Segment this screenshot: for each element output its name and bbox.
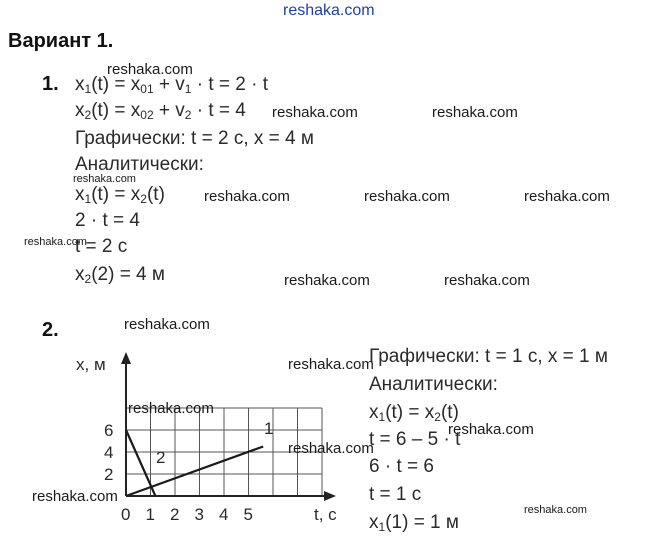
task1-step-4: $x_2(2) = 4$ м [75,264,165,286]
series-1-label: 1 [264,419,274,438]
x-tick-label: 1 [145,505,155,524]
task2-step-2: t = 6 – 5 · t [369,429,461,450]
watermark: reshaka.com [24,236,87,248]
task2-number: 2. [42,319,59,341]
x-axis-label: t, с [314,505,337,524]
watermark: reshaka.com [444,272,530,289]
x-tick-label: 4 [219,505,229,524]
watermark: reshaka.com [107,61,193,78]
x-axis-arrow-icon [324,491,336,501]
watermark: reshaka.com [32,488,118,505]
watermark: reshaka.com [524,504,587,516]
watermark: reshaka.com [73,173,136,185]
x-tick-label: 0 [121,505,131,524]
task2-step-5: $x_1(1) = 1$ м [369,512,459,534]
watermark: reshaka.com [448,421,534,438]
y-axis-arrow-icon [121,352,131,364]
watermark: reshaka.com [364,188,450,205]
task1-equation-1: $x_1(t) = x_{01} + v_1 \cdot t = 2 \cdot t$ [75,74,269,96]
y-axis-label: x, м [76,355,106,374]
watermark: reshaka.com [204,188,290,205]
watermark: reshaka.com [284,272,370,289]
x-tick-label: 3 [194,505,204,524]
graph-series [126,430,263,496]
page-title: Вариант 1. [8,30,114,52]
series-1-line [126,447,263,497]
task1-number: 1. [42,73,59,95]
task1-analytic-heading: Аналитически: [75,154,204,175]
watermark: reshaka.com [432,104,518,121]
task2-step-1: $x_1(t) = x_2(t)$ [369,402,459,424]
task1-step-1: $x_1(t) = x_2(t)$ [75,184,165,206]
task1-step-3: t = 2 с [75,236,128,257]
task1-equation-2: $x_2(t) = x_{02} + v_2 \cdot t = 4$ [75,100,246,122]
task1-step-2: 2 · t = 4 [75,210,140,231]
task2-step-3: 6 · t = 6 [369,456,434,477]
watermark: reshaka.com [124,316,210,333]
watermark: reshaka.com [272,104,358,121]
task2-analytic-heading: Аналитически: [369,374,498,395]
watermark-top: reshaka.com [283,2,375,19]
task2-step-4: t = 1 с [369,484,422,505]
y-tick-label: 6 [104,421,114,440]
task1-graphic-result: Графически: t = 2 с, x = 4 м [75,128,314,149]
watermark: reshaka.com [524,188,610,205]
watermark: reshaka.com [288,356,374,373]
y-tick-label: 4 [104,443,114,462]
x-tick-label: 5 [243,505,253,524]
series-2-label: 2 [156,448,166,467]
y-tick-labels [104,421,113,484]
watermark: reshaka.com [288,440,374,457]
x-tick-label: 2 [170,505,180,524]
x-tick-labels [121,505,253,524]
task2-graphic-result: Графически: t = 1 с, x = 1 м [369,346,608,367]
y-tick-label: 2 [104,465,114,484]
watermark: reshaka.com [128,400,214,417]
